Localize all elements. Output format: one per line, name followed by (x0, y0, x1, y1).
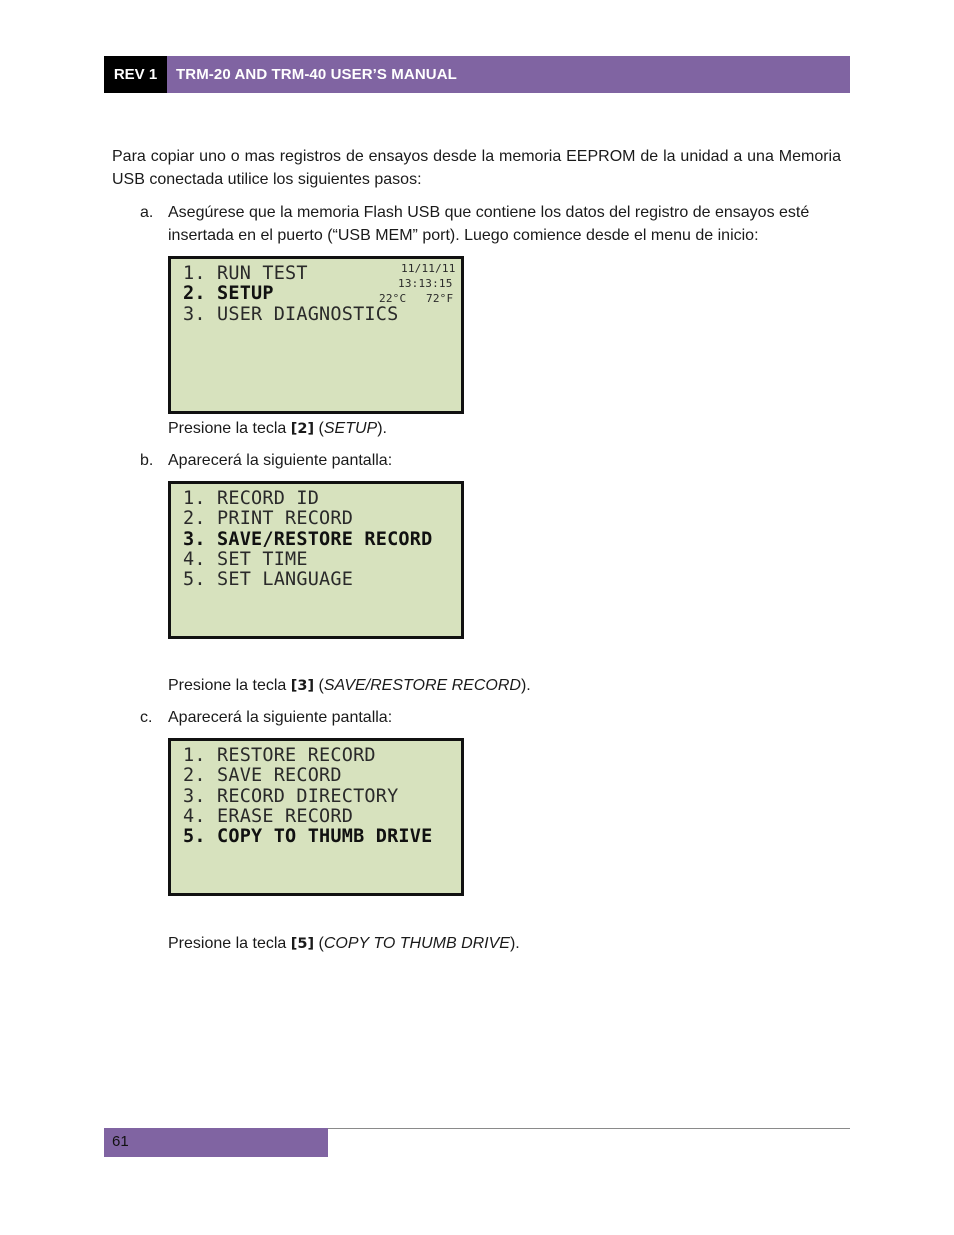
caption-prefix: Presione la tecla (168, 420, 291, 437)
step-b-text: Aparecerá la siguiente pantalla: (168, 452, 393, 469)
caption-open: ( (314, 420, 324, 437)
lcd-line: 3. RECORD DIRECTORY (183, 785, 399, 807)
step-c-text: Aparecerá la siguiente pantalla: (168, 709, 393, 726)
page-header (104, 56, 850, 93)
manual-title: TRM-20 AND TRM-40 USER’S MANUAL (167, 56, 850, 93)
lcd-line: 4. SET TIME (183, 548, 308, 570)
caption-close: ). (520, 677, 531, 694)
caption-prefix: Presione la tecla (168, 677, 291, 694)
step-b-caption (168, 674, 531, 698)
lcd-screen-setup-menu (168, 481, 464, 639)
lcd-time: 13:13:15 (398, 277, 453, 290)
lcd-line: 1. RUN TEST (183, 263, 308, 284)
step-b-marker: b. (140, 452, 154, 469)
caption-label: COPY TO THUMB DRIVE (323, 935, 510, 952)
lcd-line-selected: 3. SAVE/RESTORE RECORD (183, 528, 433, 550)
key-2: [2] (290, 421, 315, 437)
page-number: 61 (104, 1128, 328, 1157)
step-c-marker: c. (140, 709, 153, 726)
lcd-line: 1. RECORD ID (183, 488, 320, 509)
caption-open: ( (314, 935, 324, 952)
lcd-line-selected: 2. SETUP (183, 283, 274, 305)
lcd-screen-save-restore-menu (168, 738, 464, 896)
lcd-screen-main-menu (168, 256, 464, 414)
lcd-temp-f: 72°F (426, 292, 454, 305)
revision-label: REV 1 (104, 56, 167, 93)
key-5: [5] (290, 936, 315, 952)
step-c-caption (168, 932, 520, 956)
step-a-text: Asegúrese que la memoria Flash USB que contiene los datos del registro de ensayos esté insertada en el puerto (“USB MEM” port). Luego comience desde el menu de inicio: (168, 204, 810, 244)
lcd-line: 5. SET LANGUAGE (183, 569, 354, 591)
lcd-line-selected: 5. COPY TO THUMB DRIVE (183, 826, 433, 848)
caption-prefix: Presione la tecla (168, 935, 291, 952)
caption-label: SETUP (323, 420, 378, 437)
step-a-caption (168, 417, 387, 441)
key-3: [3] (290, 678, 315, 694)
lcd-line: 2. PRINT RECORD (183, 508, 354, 530)
step-a-marker: a. (140, 204, 154, 221)
intro-paragraph: Para copiar uno o mas registros de ensayos desde la memoria EEPROM de la unidad a una Memoria USB conectada utilice los siguientes pasos: (112, 148, 841, 188)
caption-close: ). (509, 935, 520, 952)
caption-label: SAVE/RESTORE RECORD (323, 677, 521, 694)
lcd-line: 3. USER DIAGNOSTICS (183, 303, 399, 325)
lcd-line: 4. ERASE RECORD (183, 805, 354, 827)
caption-close: ). (377, 420, 387, 437)
lcd-date: 11/11/11 (401, 262, 456, 275)
lcd-line: 1. RESTORE RECORD (183, 745, 376, 766)
lcd-temp-c: 22°C (379, 292, 407, 305)
lcd-line: 2. SAVE RECORD (183, 765, 342, 787)
caption-open: ( (314, 677, 324, 694)
